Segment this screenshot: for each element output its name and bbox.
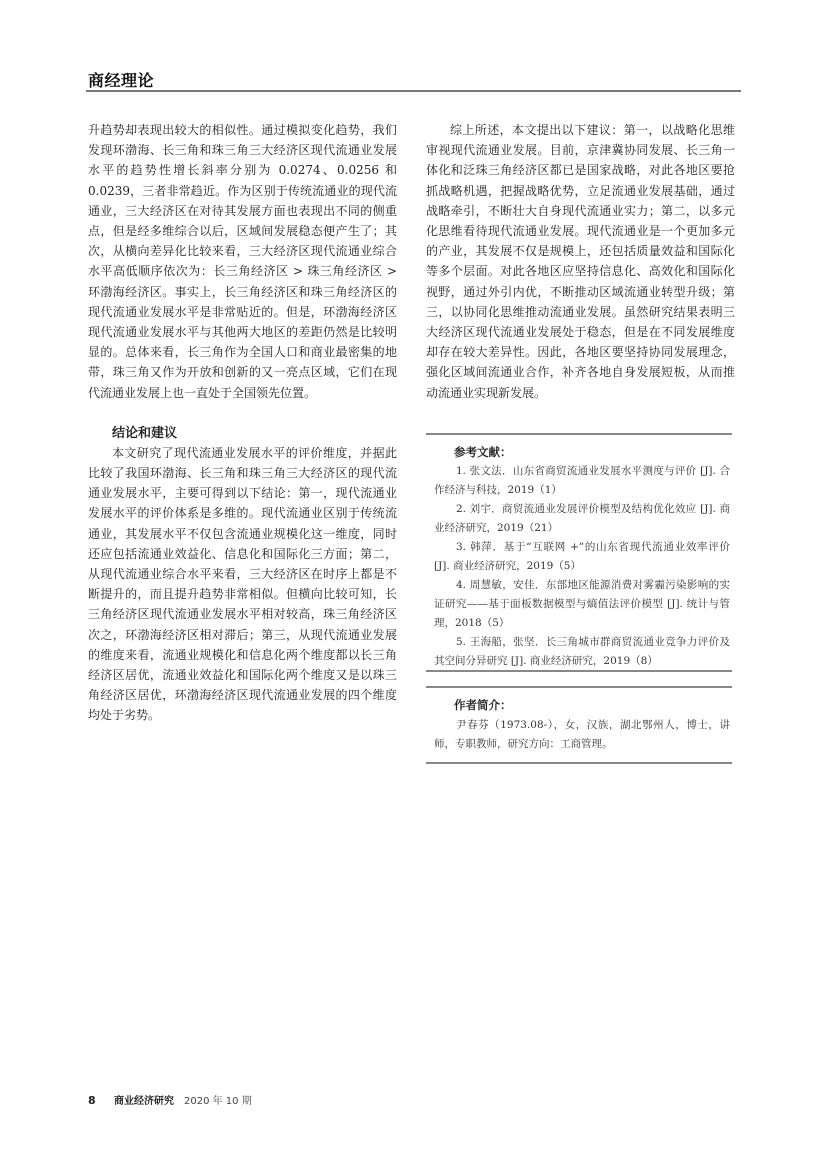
- author-bio: [434, 716, 730, 754]
- right-column: [426, 120, 735, 403]
- journal-name: 商业经济研究: [114, 1096, 174, 1107]
- reference-item: 3. 韩萍．基于“互联网 +”的山东省现代流通业效率评价 [J]. 商业经济研究，2019（5）: [434, 541, 730, 572]
- reference-item: 1. 张文法．山东省商贸流通业发展水平测度与评价 [J]. 合作经济与科技，2019（1）: [434, 465, 730, 496]
- header-divider: [86, 90, 741, 92]
- bio-top-rule: [426, 686, 732, 688]
- page-number: 8: [88, 1094, 96, 1107]
- references-bottom-rule: [426, 670, 732, 672]
- reference-item: 5. 王海船，张坚．长三角城市群商贸流通业竞争力评价及其空间分异研究 [J]. 商业经济研究，2019（8）: [434, 636, 730, 667]
- issue-label: 2020 年 10 期: [184, 1096, 252, 1107]
- page-footer: [88, 1092, 252, 1107]
- section-title: 商经理论: [88, 71, 155, 90]
- body-paragraph: 本文研究了现代流通业发展水平的评价维度，并据此比较了我国环渤海、长三角和珠三角三大经济区的现代流通业发展水平，主要可得到以下结论：第一，现代流通业发展水平的评价体系是多维的。现代流通业区别于传统流通业，其发展水平不仅包含流通业规模化这一维度，同时还应包括流通业效益化、信息化和国际化三方面；第二，从现代流通业综合水平来看，三大经济区在时序上都是不断提升的，而且提升趋势非常相似。但横向比较可知，长三角经济区现代流通业发展水平相对较高，珠三角经济区次之，环渤海经济区相对滞后；第三，从现代流通业发展的维度来看，流通业规模化和信息化两个维度都以长三角经济区居优，流通业效益化和国际化两个维度又是以珠三角经济区居优，环渤海经济区现代流通业发展的四个维度均处于劣势。: [88, 445, 397, 723]
- reference-item: 4. 周慧敏，安佳．东部地区能源消费对雾霾污染影响的实证研究——基于面板数据模型与熵值法评价模型 [J]. 统计与管理，2018（5）: [434, 579, 730, 629]
- references-heading: 参考文献：: [454, 445, 512, 459]
- author-bio-heading: 作者简介：: [454, 698, 512, 712]
- section-heading-conclusion: 结论和建议: [112, 425, 178, 441]
- author-bio-text: 尹春芬（1973.08-），女，汉族，湖北鄂州人，博士，讲师，专职教师，研究方向：工商管理。: [434, 719, 730, 750]
- references-top-rule: [426, 433, 732, 435]
- body-paragraph: 升趋势却表现出较大的相似性。通过模拟变化趋势，我们发现环渤海、长三角和珠三角三大经济区现代流通业发展水平的趋势性增长斜率分别为 0.0274、0.0256 和 0.0239，三者非常趋近。作为区别于传统流通业的现代流通业，三大经济区在对待其发展方面也表现出不同的侧重点，但是经多维综合以后，区域间发展稳态便产生了；其次，从横向差异化比较来看，三大经济区现代流通业综合水平高低顺序依次为：长三角经济区 > 珠三角经济区 > 环渤海经济区。事实上，长三角经济区和珠三角经济区的现代流通业发展水平是非常贴近的。但是，环渤海经济区现代流通业发展水平与其他两大地区的差距仍然是比较明显的。总体来看，长三角作为全国人口和商业最密集的地带，珠三角又作为开放和创新的又一亮点区域，它们在现代流通业发展上也一直处于全国领先位置。: [88, 123, 397, 400]
- body-paragraph: 综上所述，本文提出以下建议：第一，以战略化思维审视现代流通业发展。目前，京津冀协同发展、长三角一体化和泛珠三角经济区都已是国家战略，对此各地区要抢抓战略机遇，把握战略优势，立足流通业发展基础，通过战略牵引，不断壮大自身现代流通业实力；第二，以多元化思维看待现代流通业发展。现代流通业是一个更加多元的产业，其发展不仅是规模上，还包括质量效益和国际化等多个层面。对此各地区应坚持信息化、高效化和国际化视野，通过外引内优，不断推动区域流通业转型升级；第三，以协同化思维推动流通业发展。虽然研究结果表明三大经济区现代流通业发展处于稳态，但是在不同发展维度却存在较大差异性。因此，各地区要坚持协同发展理念，强化区域间流通业合作，补齐各地自身发展短板，从而推动流通业实现新发展。: [426, 123, 735, 400]
- reference-item: 2. 刘宇．商贸流通业发展评价模型及结构优化效应 [J]. 商业经济研究，2019（21）: [434, 503, 730, 534]
- references-list: [434, 462, 730, 671]
- bio-bottom-rule: [426, 762, 732, 764]
- left-column: [88, 120, 397, 726]
